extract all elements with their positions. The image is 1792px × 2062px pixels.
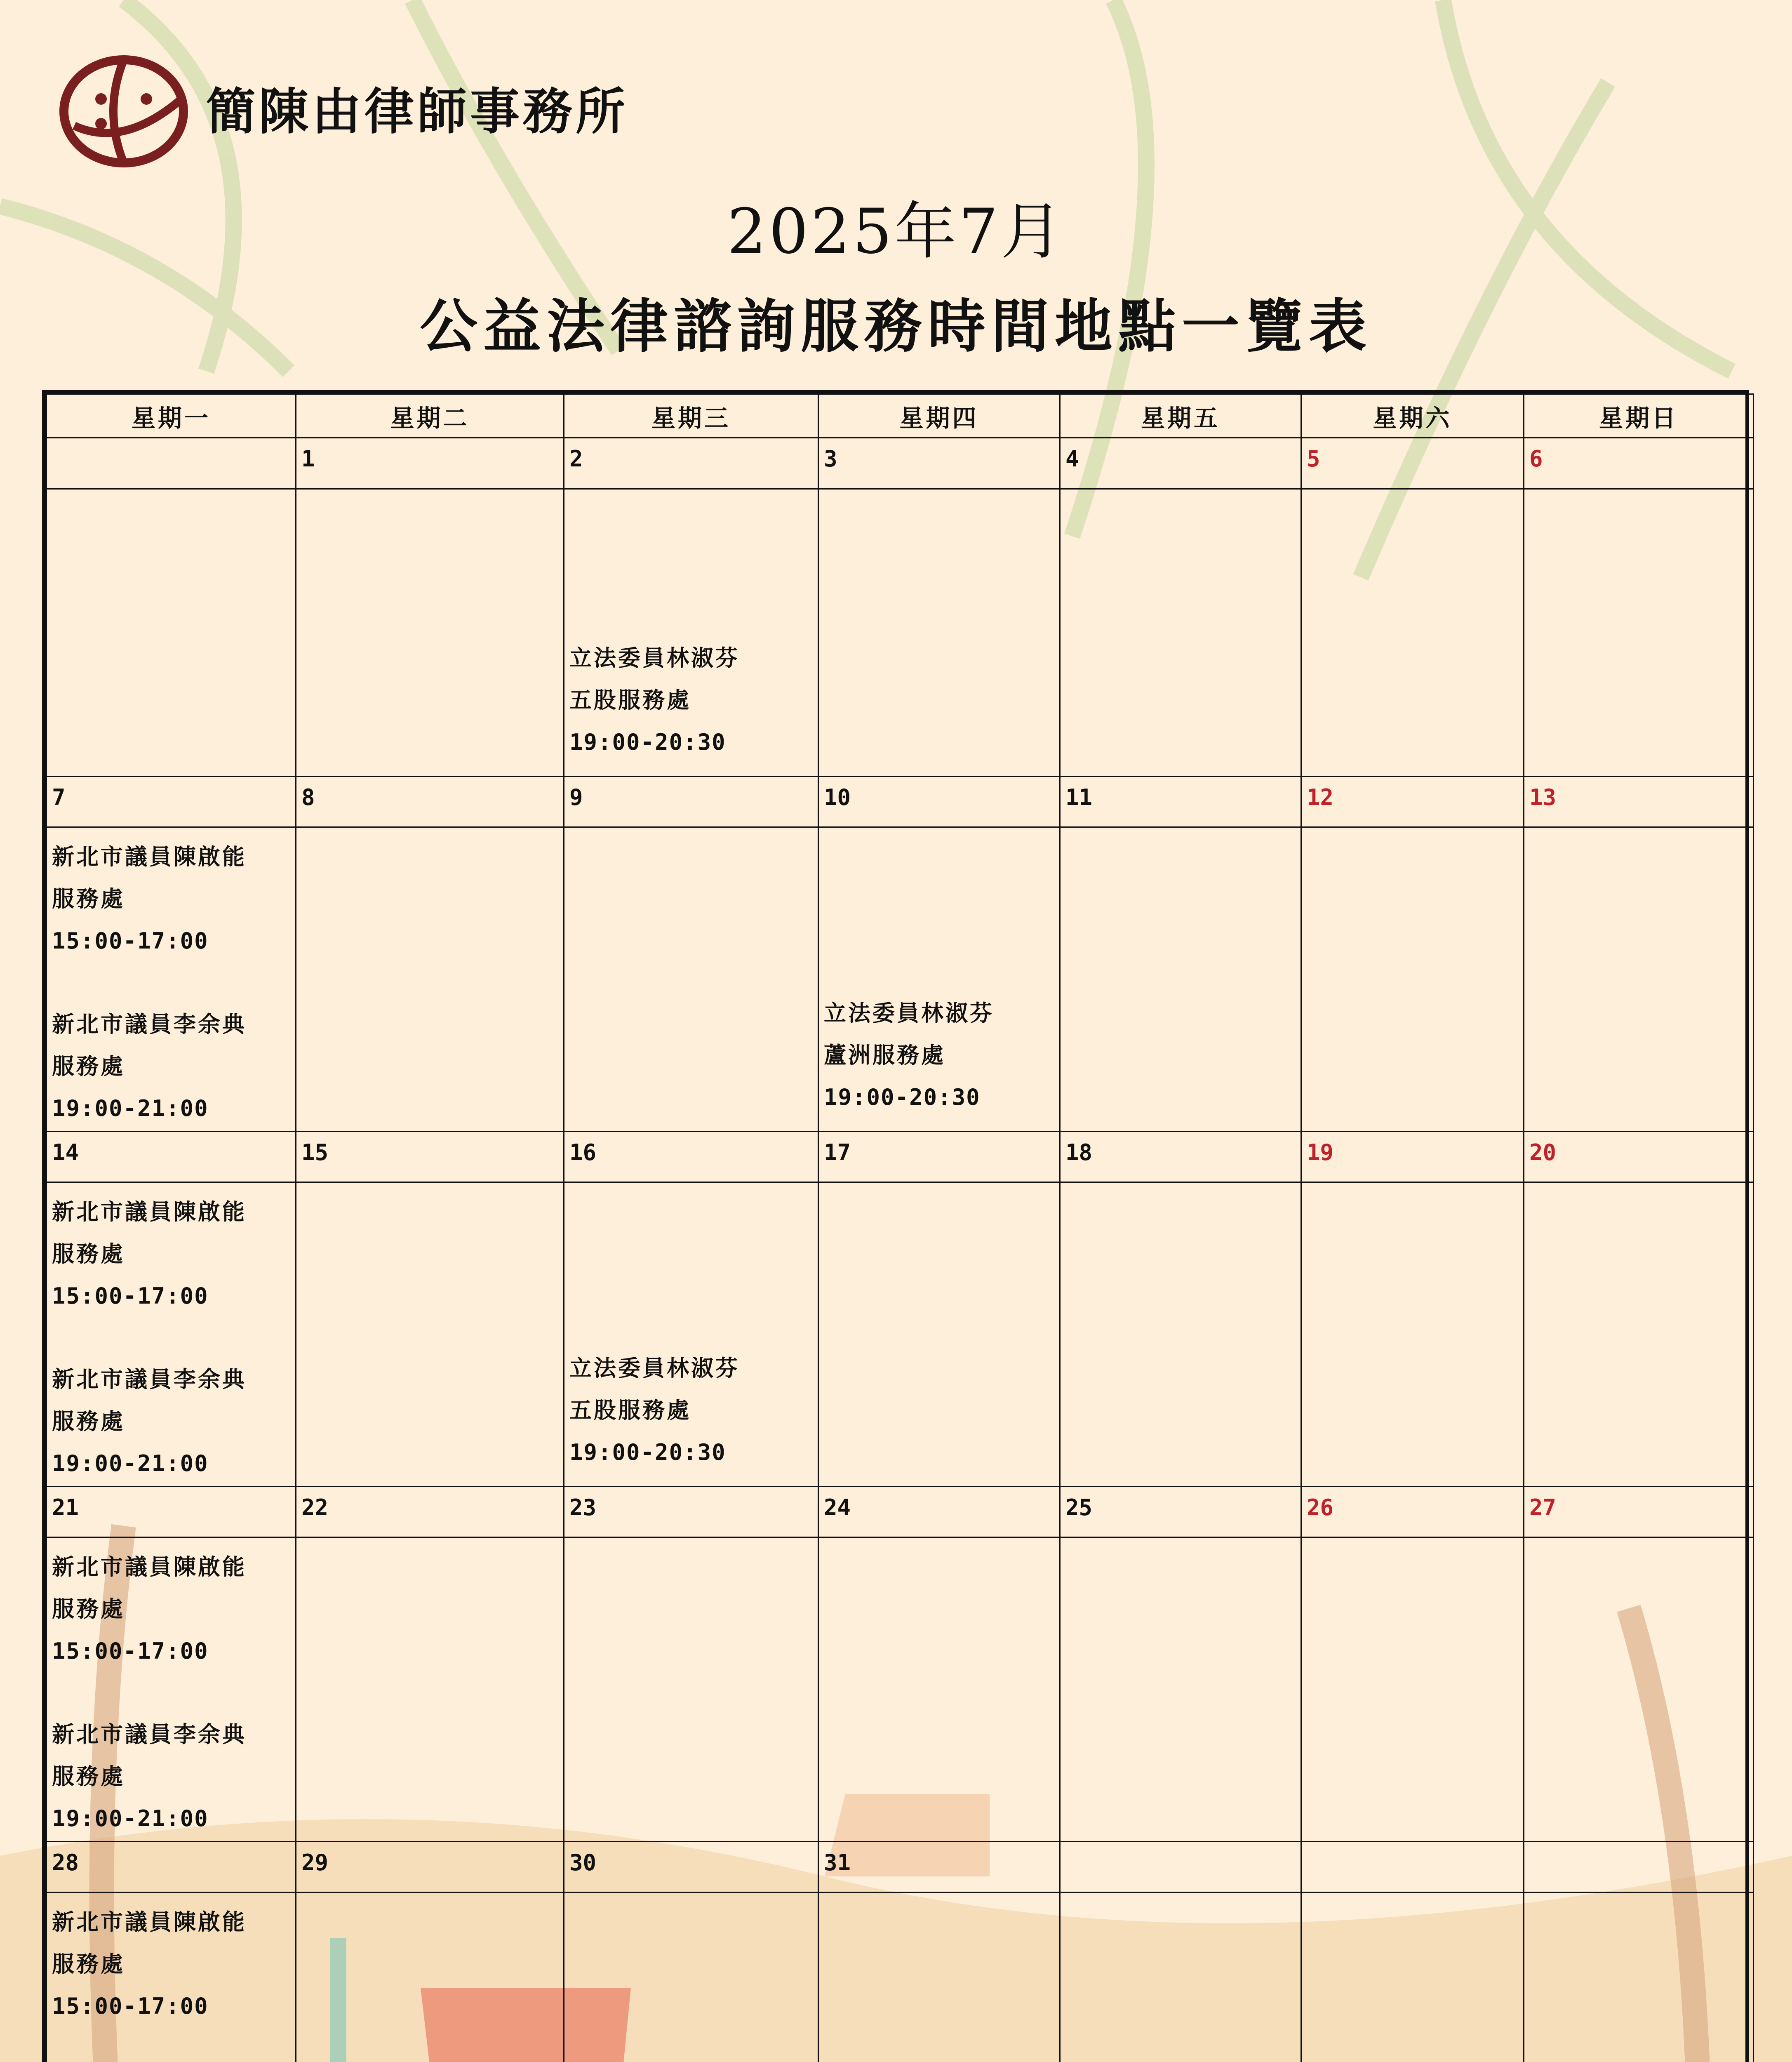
- event-cell: [564, 1893, 818, 2062]
- event-time: 19:00-21:00: [52, 1450, 209, 1477]
- date-cell: [1060, 1841, 1301, 1893]
- event-host: 新北市議員陳啟能: [52, 844, 247, 870]
- date-row: [47, 438, 1754, 489]
- event-row: [47, 827, 1754, 1131]
- date-number: 25: [1065, 1494, 1093, 1521]
- event-host: 立法委員林淑芬: [569, 645, 740, 671]
- event-location: 服務處: [52, 1241, 125, 1267]
- event-row: [47, 1893, 1754, 2062]
- event-time: 15:00-17:00: [52, 928, 209, 954]
- date-number: 24: [824, 1494, 851, 1521]
- event-row: [47, 489, 1754, 776]
- event-cell: [564, 489, 818, 776]
- event-cell: [818, 1537, 1060, 1841]
- date-cell: [1301, 1486, 1524, 1537]
- event-location: 蘆洲服務處: [824, 1042, 945, 1068]
- event-host: 新北市議員李余典: [52, 1011, 247, 1038]
- event-cell: [564, 827, 818, 1131]
- calendar-grid: [42, 390, 1749, 2062]
- date-number: 16: [569, 1139, 597, 1165]
- event-time: 19:00-20:30: [824, 1084, 981, 1110]
- event-cell: [1060, 827, 1301, 1131]
- date-number: 30: [569, 1849, 597, 1876]
- event-time: 15:00-17:00: [52, 1993, 209, 2020]
- date-number: 1: [301, 446, 315, 472]
- event-location: 服務處: [52, 1763, 125, 1790]
- event-list: [569, 1347, 815, 1474]
- weekend-date-number: 13: [1529, 784, 1557, 810]
- date-cell: [564, 1841, 818, 1893]
- date-number: 22: [301, 1494, 329, 1521]
- event-cell: [818, 1182, 1060, 1486]
- event-cell: [1524, 827, 1754, 1131]
- event-cell: [1060, 1537, 1301, 1841]
- weekday-header: 星期四: [818, 394, 1060, 438]
- header: [0, 0, 1792, 388]
- date-cell: [47, 438, 296, 489]
- event-cell: [1060, 1893, 1301, 2062]
- date-cell: [1524, 438, 1754, 489]
- event-cell: [1524, 1182, 1754, 1486]
- date-number: 29: [301, 1849, 329, 1876]
- weekend-date-number: 20: [1529, 1139, 1557, 1165]
- event-location: 服務處: [52, 1596, 125, 1622]
- event-cell: [296, 489, 564, 776]
- event-cell: [47, 1893, 296, 2062]
- event-cell: [1301, 1537, 1524, 1841]
- date-cell: [818, 438, 1060, 489]
- event-location: 服務處: [52, 1408, 125, 1435]
- date-cell: [818, 1841, 1060, 1893]
- event-cell: [1301, 489, 1524, 776]
- weekend-date-number: 5: [1307, 446, 1320, 472]
- weekday-header: 星期五: [1060, 394, 1301, 438]
- consultation-event: [52, 836, 293, 962]
- date-number: 11: [1065, 784, 1093, 810]
- event-cell: [818, 827, 1060, 1131]
- consultation-event: [52, 1003, 293, 1130]
- weekday-header: 星期三: [564, 394, 818, 438]
- event-host: 新北市議員李余典: [52, 1366, 247, 1393]
- date-row: [47, 1841, 1754, 1893]
- weekend-date-number: 19: [1307, 1139, 1334, 1165]
- event-row: [47, 1537, 1754, 1841]
- date-cell: [47, 1131, 296, 1182]
- event-time: 15:00-17:00: [52, 1283, 209, 1309]
- event-list: [52, 1901, 293, 2062]
- event-location: 服務處: [52, 1951, 125, 1977]
- event-cell: [564, 1537, 818, 1841]
- date-cell: [296, 1131, 564, 1182]
- date-number: 17: [824, 1139, 851, 1165]
- consultation-event: [824, 992, 1057, 1118]
- weekend-date-number: 6: [1529, 446, 1543, 472]
- event-host: 新北市議員陳啟能: [52, 1909, 247, 1935]
- date-cell: [296, 438, 564, 489]
- event-cell: [296, 1893, 564, 2062]
- date-number: 7: [52, 784, 66, 810]
- weekday-header: 星期日: [1524, 394, 1754, 438]
- date-cell: [296, 776, 564, 827]
- date-cell: [47, 1841, 296, 1893]
- date-number: 9: [569, 784, 583, 810]
- date-number: 10: [824, 784, 851, 810]
- event-cell: [818, 1893, 1060, 2062]
- date-number: 15: [301, 1139, 329, 1165]
- weekend-date-number: 27: [1529, 1494, 1557, 1521]
- date-row: [47, 776, 1754, 827]
- weekend-date-number: 26: [1307, 1494, 1334, 1521]
- event-host: 立法委員林淑芬: [569, 1355, 740, 1381]
- event-host: 新北市議員李余典: [52, 1721, 247, 1748]
- event-list: [52, 1546, 293, 1840]
- event-list: [52, 836, 293, 1130]
- date-cell: [1301, 1841, 1524, 1893]
- consultation-event: [52, 1901, 293, 2027]
- date-cell: [1301, 438, 1524, 489]
- consultation-event: [52, 1191, 293, 1317]
- date-cell: [296, 1841, 564, 1893]
- date-cell: [1060, 1131, 1301, 1182]
- date-cell: [47, 1486, 296, 1537]
- event-cell: [818, 489, 1060, 776]
- date-cell: [818, 1486, 1060, 1537]
- date-cell: [564, 776, 818, 827]
- date-cell: [1060, 438, 1301, 489]
- event-cell: [296, 1537, 564, 1841]
- event-time: 19:00-20:30: [569, 1439, 726, 1465]
- event-cell: [296, 827, 564, 1131]
- page-title: 公益法律諮詢服務時間地點一覽表: [419, 293, 1372, 360]
- weekday-header-row: [47, 394, 1754, 438]
- event-time: 15:00-17:00: [52, 1638, 209, 1664]
- event-cell: [1301, 1893, 1524, 2062]
- weekday-header: 星期二: [296, 394, 564, 438]
- event-cell: [1301, 1182, 1524, 1486]
- consultation-event: [52, 1546, 293, 1672]
- date-cell: [296, 1486, 564, 1537]
- firm-name: 簡陳由律師事務所: [206, 82, 628, 141]
- date-row: [47, 1486, 1754, 1537]
- event-time: 19:00-21:00: [52, 1095, 209, 1122]
- date-cell: [1301, 1131, 1524, 1182]
- date-cell: [564, 1486, 818, 1537]
- event-location: 五股服務處: [569, 687, 691, 713]
- date-number: [47, 438, 295, 446]
- date-cell: [1060, 776, 1301, 827]
- event-host: 新北市議員陳啟能: [52, 1199, 247, 1225]
- date-cell: [1524, 1131, 1754, 1182]
- event-cell: [1524, 489, 1754, 776]
- consultation-event: [52, 1358, 293, 1485]
- event-cell: [1301, 827, 1524, 1131]
- weekend-date-number: 12: [1307, 784, 1334, 810]
- event-host: 立法委員林淑芬: [824, 1000, 994, 1026]
- date-row: [47, 1131, 1754, 1182]
- event-location: 服務處: [52, 886, 125, 912]
- consultation-event: [569, 1347, 815, 1474]
- consultation-event: [569, 637, 815, 763]
- event-cell: [1060, 489, 1301, 776]
- date-cell: [1524, 1486, 1754, 1537]
- date-number: 14: [52, 1139, 79, 1165]
- date-cell: [47, 776, 296, 827]
- page-title-month: 2025年7月: [727, 196, 1065, 268]
- date-number: 23: [569, 1494, 597, 1521]
- date-cell: [564, 1131, 818, 1182]
- event-list: [52, 1191, 293, 1485]
- event-time: 19:00-21:00: [52, 1805, 209, 1832]
- consultation-event: [52, 1714, 293, 1840]
- date-number: [1061, 1842, 1300, 1850]
- event-time: 19:00-20:30: [569, 729, 726, 755]
- date-cell: [1060, 1486, 1301, 1537]
- date-cell: [1524, 1841, 1754, 1893]
- event-list: [569, 637, 815, 763]
- date-number: 28: [52, 1849, 79, 1876]
- weekend-date-number: [1302, 1842, 1523, 1850]
- weekend-date-number: [1524, 1842, 1753, 1850]
- date-cell: [564, 438, 818, 489]
- event-cell: [564, 1182, 818, 1486]
- date-number: 18: [1065, 1139, 1093, 1165]
- event-cell: [47, 489, 296, 776]
- event-cell: [296, 1182, 564, 1486]
- date-cell: [818, 776, 1060, 827]
- event-cell: [1524, 1537, 1754, 1841]
- date-cell: [1524, 776, 1754, 827]
- date-number: 2: [569, 446, 583, 472]
- event-list: [824, 992, 1057, 1118]
- date-number: 21: [52, 1494, 79, 1521]
- firm-logo: [58, 54, 190, 169]
- date-number: 8: [301, 784, 315, 810]
- event-row: [47, 1182, 1754, 1486]
- weekday-header: 星期六: [1301, 394, 1524, 438]
- event-host: 新北市議員陳啟能: [52, 1554, 247, 1580]
- date-cell: [818, 1131, 1060, 1182]
- date-number: 31: [824, 1849, 851, 1876]
- event-cell: [1060, 1182, 1301, 1486]
- event-cell: [47, 1537, 296, 1841]
- event-cell: [47, 827, 296, 1131]
- event-cell: [47, 1182, 296, 1486]
- event-location: 服務處: [52, 1053, 125, 1080]
- date-number: 3: [824, 446, 837, 472]
- event-cell: [1524, 1893, 1754, 2062]
- weekday-header: 星期一: [47, 394, 296, 438]
- date-number: 4: [1065, 446, 1079, 472]
- date-cell: [1301, 776, 1524, 827]
- event-location: 五股服務處: [569, 1397, 691, 1423]
